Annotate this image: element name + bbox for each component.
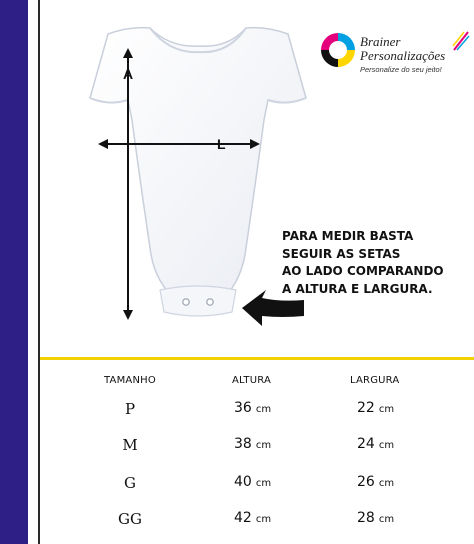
height-cell [234,474,271,490]
size-cell: G [124,474,136,492]
table-row [0,474,474,498]
width-column-header: LARGURA [350,375,400,386]
height-value: 42 [234,510,252,526]
width-marker-label: L [217,136,226,152]
size-cell: GG [118,510,142,528]
unit-label: cm [378,478,395,489]
width-cell [357,400,394,416]
unit-label: cm [255,404,272,415]
height-marker-label: A [123,66,134,82]
height-cell [234,400,271,416]
arrow-left-icon [98,139,108,149]
height-cell [234,436,271,452]
unit-label: cm [378,404,395,415]
height-value: 38 [234,436,252,452]
instruction-line: AO LADO COMPARANDO [282,264,444,278]
height-column-header: ALTURA [232,375,272,386]
section-divider [40,357,474,360]
unit-label: cm [378,440,395,451]
unit-label: cm [255,440,272,451]
width-value: 22 [357,400,375,416]
unit-label: cm [255,514,272,525]
width-cell [357,510,394,526]
width-cell [357,474,394,490]
side-band [0,0,28,544]
size-cell: P [124,400,136,418]
side-rule [38,0,40,544]
table-row [0,436,474,460]
table-row [0,400,474,424]
arrow-down-icon [123,310,133,320]
measure-instructions [282,228,472,298]
width-cell [357,436,394,452]
unit-label: cm [378,514,395,525]
instruction-line: A ALTURA E LARGURA. [282,281,433,296]
height-cell [234,510,271,526]
instruction-line: SEGUIR AS SETAS [282,246,401,261]
pointer-arrow-icon [240,288,306,328]
width-value: 28 [357,510,375,526]
pen-icon [452,30,470,52]
instruction-line: PARA MEDIR BASTA [282,229,414,243]
logo-ring-icon [318,30,358,70]
height-value: 40 [234,474,252,490]
table-row [0,510,474,534]
brand-name-line1: Brainer [360,34,401,49]
unit-label: cm [255,478,272,489]
brand-name-line2: Personalizações [360,48,446,63]
height-value: 36 [234,400,252,416]
width-value: 24 [357,436,375,452]
size-cell: M [122,436,138,454]
brand-tagline: Personalize do seu jeito! [360,65,442,74]
width-value: 26 [357,474,375,490]
brand-logo [318,30,470,84]
size-column-header: TAMANHO [104,375,156,386]
